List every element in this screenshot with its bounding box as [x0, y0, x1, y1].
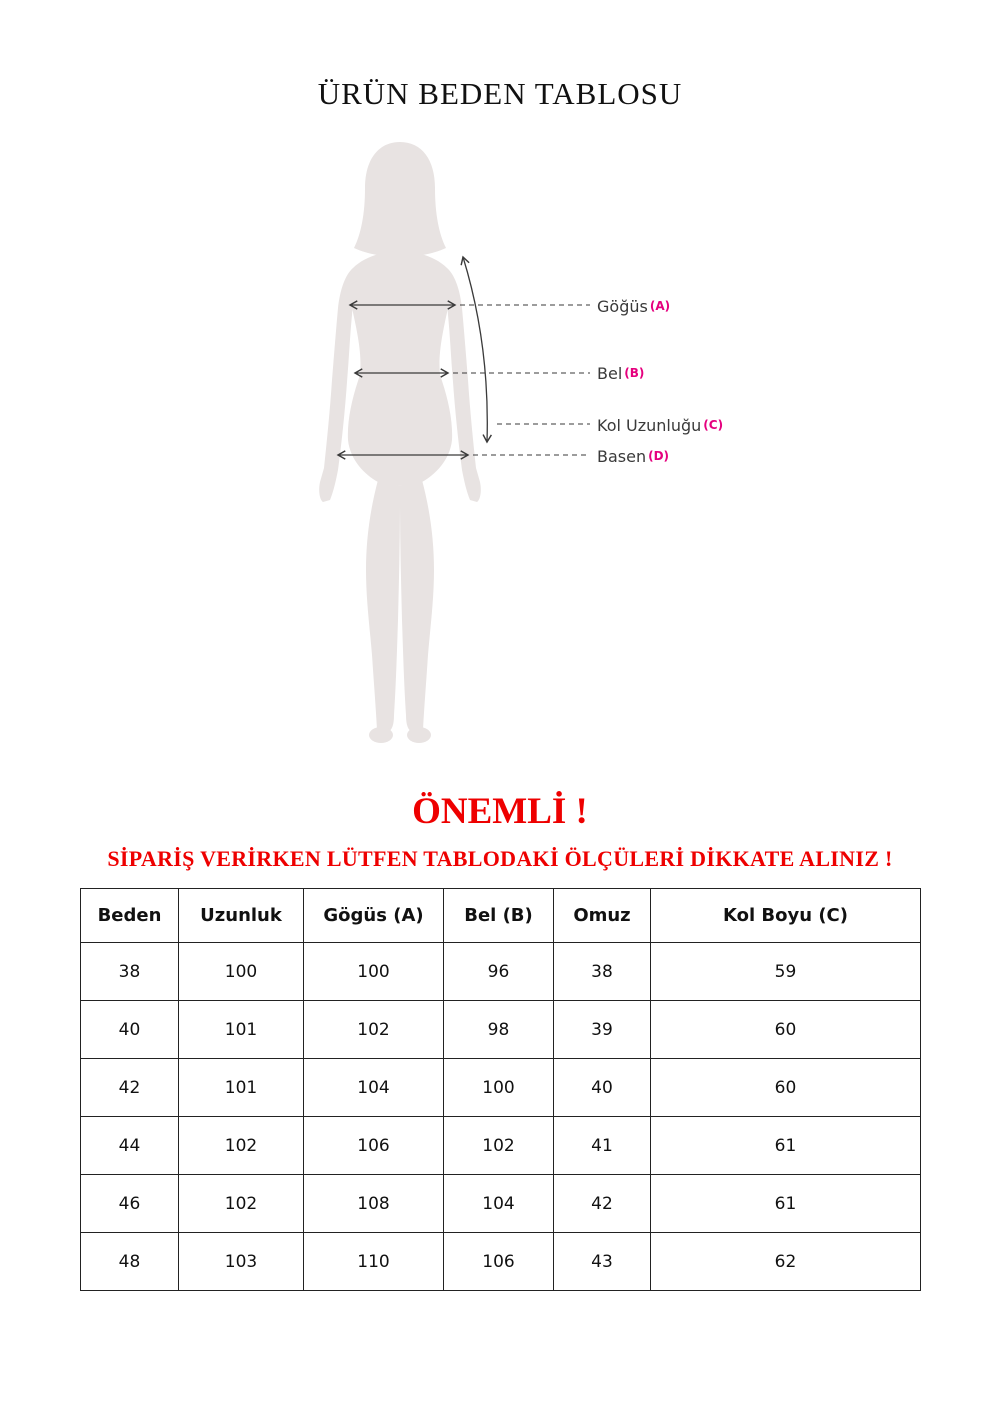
cell-beden: 46: [81, 1175, 179, 1233]
size-row-44: [81, 1117, 921, 1175]
waist-letter: (B): [624, 366, 645, 380]
cell-beden: 48: [81, 1233, 179, 1291]
cell-bel: 102: [444, 1117, 554, 1175]
size-row-46: [81, 1175, 921, 1233]
chest-letter: (A): [649, 299, 671, 313]
cell-kol-boyu: 61: [651, 1117, 921, 1175]
cell-omuz: 41: [554, 1117, 651, 1175]
measurement-diagram: [250, 130, 610, 760]
size-row-42: [81, 1059, 921, 1117]
waist-label: Bel: [597, 364, 623, 383]
size-row-38: [81, 943, 921, 1001]
header-gogus: Gögüs (A): [304, 889, 444, 943]
size-row-40: [81, 1001, 921, 1059]
cell-uzunluk: 103: [179, 1233, 304, 1291]
arm-length-letter: (C): [703, 418, 724, 432]
cell-bel: 104: [444, 1175, 554, 1233]
cell-uzunluk: 101: [179, 1059, 304, 1117]
header-uzunluk: Uzunluk: [179, 889, 304, 943]
label-arm-length: [597, 415, 723, 437]
cell-uzunluk: 102: [179, 1117, 304, 1175]
cell-bel: 106: [444, 1233, 554, 1291]
cell-uzunluk: 100: [179, 943, 304, 1001]
body-silhouette-icon: [319, 142, 481, 743]
label-chest: [597, 296, 670, 318]
cell-beden: 38: [81, 943, 179, 1001]
cell-kol-boyu: 59: [651, 943, 921, 1001]
arm-length-label: Kol Uzunluğu: [597, 416, 702, 435]
cell-beden: 40: [81, 1001, 179, 1059]
cell-bel: 96: [444, 943, 554, 1001]
size-table-header-row: [81, 889, 921, 943]
cell-uzunluk: 102: [179, 1175, 304, 1233]
cell-gogus: 102: [304, 1001, 444, 1059]
cell-omuz: 38: [554, 943, 651, 1001]
header-beden: Beden: [81, 889, 179, 943]
cell-gogus: 106: [304, 1117, 444, 1175]
cell-beden: 42: [81, 1059, 179, 1117]
cell-gogus: 100: [304, 943, 444, 1001]
page-title: ÜRÜN BEDEN TABLOSU: [317, 76, 683, 111]
chest-label: Göğüs: [597, 297, 648, 316]
cell-kol-boyu: 62: [651, 1233, 921, 1291]
cell-bel: 100: [444, 1059, 554, 1117]
cell-kol-boyu: 60: [651, 1059, 921, 1117]
cell-omuz: 39: [554, 1001, 651, 1059]
cell-bel: 98: [444, 1001, 554, 1059]
label-hip: [597, 446, 669, 468]
cell-uzunluk: 101: [179, 1001, 304, 1059]
important-note: SİPARİŞ VERİRKEN LÜTFEN TABLODAKİ ÖLÇÜLERİ DİKKATE ALINIZ !: [107, 846, 893, 871]
cell-omuz: 42: [554, 1175, 651, 1233]
hip-label: Basen: [597, 447, 647, 466]
hip-letter: (D): [648, 449, 670, 463]
cell-gogus: 110: [304, 1233, 444, 1291]
cell-kol-boyu: 61: [651, 1175, 921, 1233]
header-omuz: Omuz: [554, 889, 651, 943]
cell-omuz: 43: [554, 1233, 651, 1291]
cell-gogus: 108: [304, 1175, 444, 1233]
important-heading: ÖNEMLİ !: [412, 791, 588, 832]
cell-kol-boyu: 60: [651, 1001, 921, 1059]
cell-omuz: 40: [554, 1059, 651, 1117]
cell-beden: 44: [81, 1117, 179, 1175]
size-row-48: [81, 1233, 921, 1291]
label-waist: [597, 363, 644, 385]
header-bel: Bel (B): [444, 889, 554, 943]
header-kol-boyu: Kol Boyu (C): [651, 889, 921, 943]
cell-gogus: 104: [304, 1059, 444, 1117]
size-table: [80, 888, 921, 1291]
